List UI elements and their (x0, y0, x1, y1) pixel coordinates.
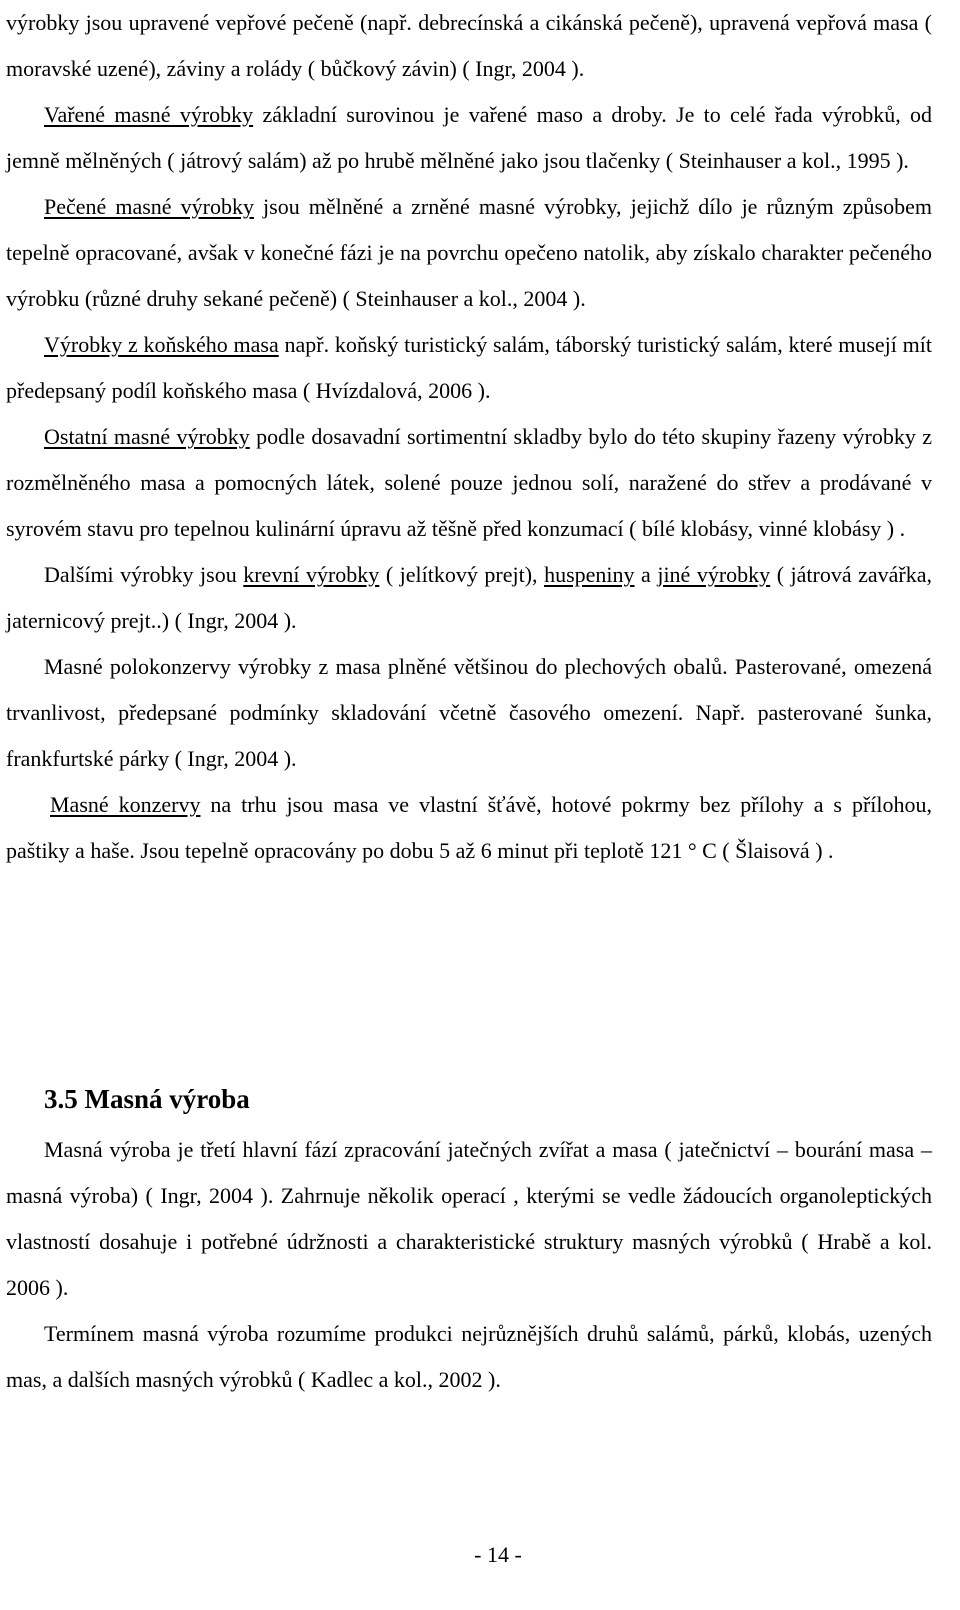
paragraph-text: ( játrová zavářka, jaternicový prejt..) ( Ingr, 2004 ). (6, 562, 933, 633)
term-huspeniny: huspeniny (544, 562, 635, 587)
body-text (6, 0, 932, 874)
paragraph-text: Masné polokonzervy výrobky z masa plněné většinou do plechových obalů. Pasterované, omezená trvanlivost, předepsané podmínky skladování včetně časového omezení. Např. pasterované šunka, frankfurtské párky ( Ingr, 2004 ). (6, 654, 932, 771)
paragraph-text: ( jelítkový prejt), (379, 562, 545, 587)
paragraph-text: jsou mělněné a zrněné masné výrobky, jejichž dílo je různým způsobem tepelně opracované, avšak v konečné fázi je na povrchu opečeno natolik, aby získalo charakter pečeného výrobku (různé druhy sekané pečeně) ( Steinhauser a kol., 2004 ). (6, 194, 932, 311)
paragraph-text: a (634, 562, 658, 587)
paragraph-text: Termínem masná výroba rozumíme produkci nejrůznějších druhů salámů, párků, klobás, uzených mas, a dalších masných výrobků ( Kadlec a kol., 2002 ). (6, 1321, 932, 1392)
paragraph-terminem (6, 1311, 932, 1403)
paragraph-ostatni (6, 414, 932, 552)
paragraph-masna-vyroba (6, 1127, 932, 1311)
term-ostatni-masne-vyrobky: Ostatní masné výrobky (44, 424, 250, 449)
paragraph-konske (6, 322, 932, 414)
paragraph-text: Dalšími výrobky jsou (44, 562, 244, 587)
term-vyrobky-z-konskeho-masa: Výrobky z koňského masa (44, 332, 279, 357)
section-body-text (6, 1127, 932, 1403)
paragraph-polokonzervy (6, 644, 932, 782)
paragraph-konzervy (6, 782, 932, 874)
term-varene-masne-vyrobky: Vařené masné výrobky (44, 102, 254, 127)
section-heading: 3.5 Masná výroba (44, 1084, 250, 1114)
term-masne-konzervy: Masné konzervy (50, 792, 201, 817)
paragraph-text: výrobky jsou upravené vepřové pečeně (např. debrecínská a cikánská pečeně), upravená vepřová masa ( moravské uzené), záviny a rolády ( bůčkový závin) ( Ingr, 2004 ). (6, 10, 932, 81)
paragraph-dalsi (6, 552, 932, 644)
paragraph-text: např. koňský turistický salám, táborský turistický salám, které musejí mít předepsaný podíl koňského masa ( Hvízdalová, 2006 ). (6, 332, 932, 403)
term-jine-vyrobky: jiné výrobky (657, 562, 771, 587)
paragraph-text: základní surovinou je vařené maso a droby. Je to celé řada výrobků, od jemně mělněných ( játrový salám) až po hrubě mělněné jako jsou tlačenky ( Steinhauser a kol., 1995 ). (6, 102, 932, 173)
paragraph-varene (6, 92, 932, 184)
paragraph-pecene-upravene (6, 0, 932, 92)
paragraph-pecene (6, 184, 932, 322)
paragraph-text: na trhu jsou masa ve vlastní šťávě, hotové pokrmy bez přílohy a s přílohou, paštiky a haše. Jsou tepelně opracovány po dobu 5 až 6 minut při teplotě 121 ° C ( Šlaisová ) . (6, 792, 932, 863)
term-krevni-vyrobky: krevní výrobky (243, 562, 380, 587)
paragraph-text: Masná výroba je třetí hlavní fází zpracování jatečných zvířat a masa ( jatečnictví – bourání masa – masná výroba) ( Ingr, 2004 ). Zahrnuje několik operací , kterými se vedle žádoucích organoleptických vlastností dosahuje i potřebné údržnosti a charakteristické struktury masných výrobků ( Hrabě a kol. 2006 ). (6, 1137, 932, 1300)
page-number: - 14 - (474, 1542, 522, 1567)
term-pecene-masne-vyrobky: Pečené masné výrobky (44, 194, 254, 219)
paragraph-text: podle dosavadní sortimentní skladby bylo do této skupiny řazeny výrobky z rozmělněného masa a pomocných látek, solené pouze jednou solí, naražené do střev a prodávané v syrovém stavu pro tepelnou kulinární úpravu až těšně před konzumací ( bílé klobásy, vinné klobásy ) . (6, 424, 932, 541)
